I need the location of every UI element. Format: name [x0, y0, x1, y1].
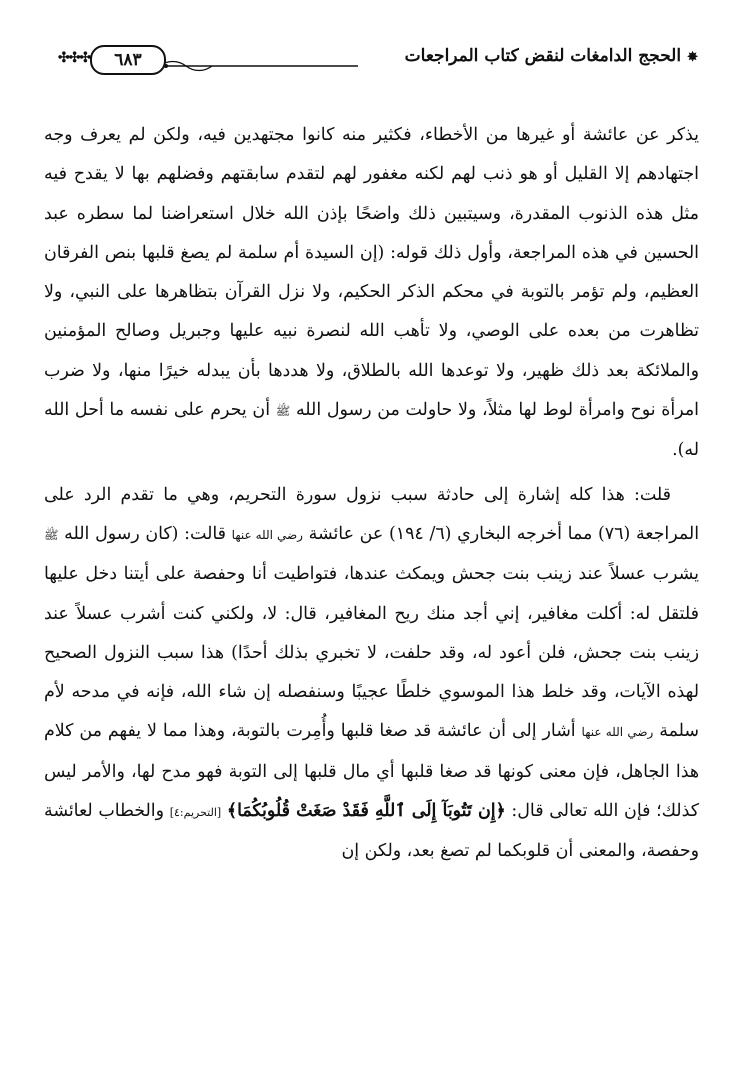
honorific: ﷺ [275, 404, 291, 419]
paragraph-text: والخطاب لعائشة وحفصة، والمعنى أن قلوبكما لم تصغ بعد، ولكن إن [44, 801, 699, 862]
title-ornament: ✸ [687, 50, 698, 65]
page-body [44, 116, 699, 872]
page-number: ٦٨٣ [114, 50, 142, 70]
body-paragraph [44, 476, 699, 872]
header-flourish-rule [158, 59, 358, 73]
paragraph-text: أشار إلى أن عائشة قد صغا قلبها وأُمِرت بالتوبة، وهذا مما لا يفهم من كلام هذا الجاهل، فإن معنى كونها قد صغا قلبها أي مال قلبها إلى التوبة فهو مدح لها، والأمر ليس كذلك؛ فإن الله تعالى قال: [44, 721, 699, 822]
honorific: ﷺ [44, 527, 59, 542]
paragraph-text: يشرب عسلاً عند زينب بنت جحش ويمكث عندها، فتواطيت أنا وحفصة على أيتنا دخل عليها فلتقل له: أكلت مغافير، إني أجد منك ريح المغافير، قال: لا، ولكني كنت أشرب عسلاً عند زينب بنت جحش، فلن أعود له، وقد حلفت، لا تخبري بذلك أحدًا) هذا سبب النزول الصحيح لهذه الآيات، وقد خلط هذا الموسوي خلطًا عجيبًا وسنفصله إن شاء الله، فإنه في مدحه لأم سلمة [44, 564, 700, 742]
paragraph-text: قالت: (كان رسول الله [58, 523, 232, 544]
paragraph-text: أن يحرم على نفسه ما أحل الله له). [44, 400, 699, 461]
page-header [58, 42, 698, 82]
honorific: رضي الله عنها [581, 725, 654, 740]
body-paragraph [44, 116, 699, 471]
left-ornament: ✣✣✣ [58, 50, 91, 66]
paragraph-text: يذكر عن عائشة أو غيرها من الأخطاء، فكثير منه كانوا مجتهدين فيه، ولكن لم يعرف وجه اجتهادهم إلا القليل أو هو ذنب لهم لكنه مغفور لهم لتقدم سابقتهم وفضلهم بها لا يقدح فيه مثل هذه الذنوب المقدرة، وسيتبين ذلك واضحًا بإذن الله خلال استعراضنا لما سطره عبد الحسين في هذه المراجعة، وأول ذلك قوله: (إن السيدة أم سلمة لم يصغ قلبها بنص الفرقان العظيم، ولم تؤمر بالتوبة في محكم الذكر الحكيم، ولا نزل القرآن بتظاهرها على النبي، ولا تظاهرت من بعده على الوصي، ولا تأهب الله لنصرة نبيه عليها وجبريل وصالح المؤمنين والملائكة بعد ذلك ظهير، ولا توعدها الله بالطلاق، ولا هددها بأن يبدله خيرًا منها، ولا ضرب امرأة نوح وامرأة لوط لها مثلاً، ولا حاولت من رسول الله [44, 125, 699, 421]
verse-reference: [التحريم:٤] [169, 806, 222, 820]
page-number-badge [90, 45, 166, 75]
book-title [405, 46, 698, 66]
honorific: رضي الله عنها [231, 527, 303, 542]
paragraph-text: قلت: هذا كله إشارة إلى حادثة سبب نزول سورة التحريم، وهي ما تقدم الرد على المراجعة (٧٦) مما أخرجه البخاري (٦/ ١٩٤) عن عائشة [44, 484, 700, 544]
quran-verse: ﴿إِن تَتُوبَآ إِلَى ٱللَّهِ فَقَدْ صَغَتْ قُلُوبُكُمَا﴾ [226, 801, 506, 822]
book-title-text: الحجج الدامغات لنقض كتاب المراجعات [404, 46, 682, 66]
